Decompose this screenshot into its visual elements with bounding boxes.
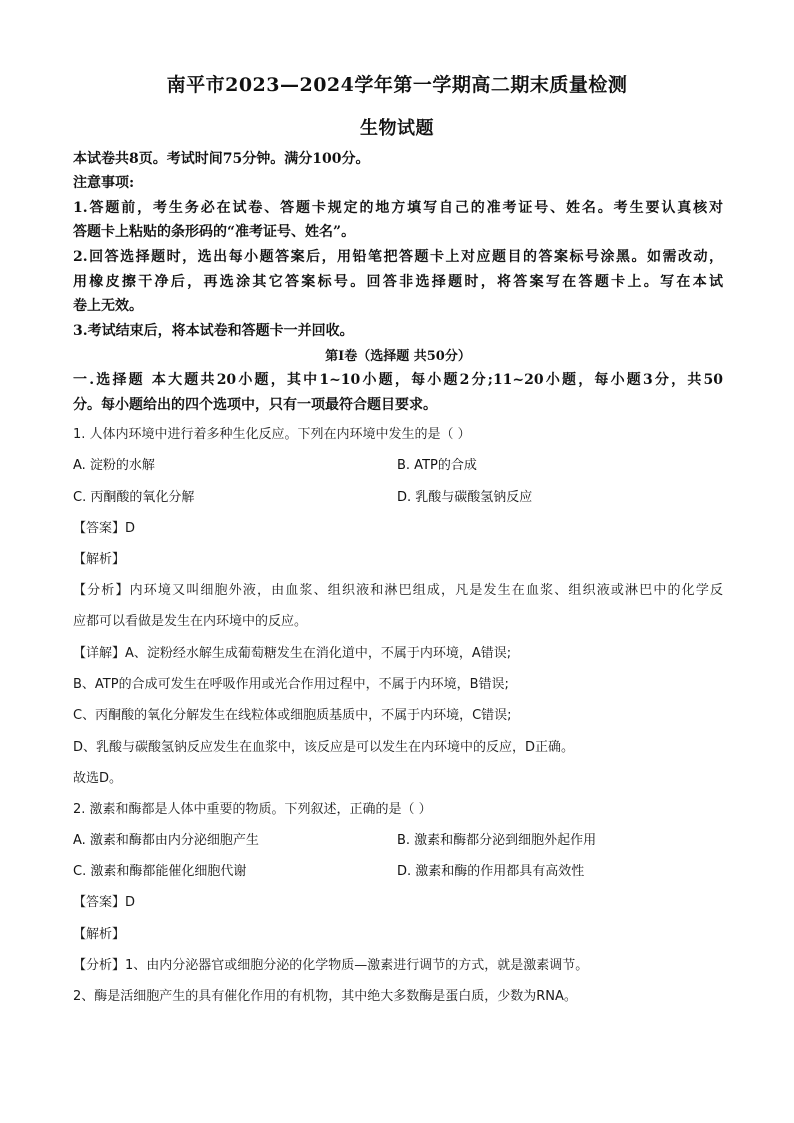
section-desc-line-2: 分。每小题给出的四个选项中，只有一项最符合题目要求。 — [73, 397, 437, 413]
exam-subject: 生物试题 — [360, 118, 434, 139]
exam-meta: 本试卷共8页。考试时间75分钟。满分100分。 — [73, 151, 370, 167]
question-2-analysis-line-1: 【分析】1、由内分泌器官或细胞分泌的化学物质—激素进行调节的方式，就是激素调节。 — [73, 958, 589, 973]
question-2-answer: 【答案】D — [73, 895, 136, 910]
question-1-analysis-line-2: 应都可以看做是发生在内环境中的反应。 — [73, 614, 308, 629]
question-1-option-c: C. 丙酮酸的氧化分解 — [73, 490, 195, 505]
question-2-option-a: A. 激素和酶都由内分泌细胞产生 — [73, 833, 259, 848]
question-2-option-c: C. 激素和酶都能催化细胞代谢 — [73, 864, 247, 879]
question-2-option-d: D. 激素和酶的作用都具有高效性 — [397, 864, 585, 879]
question-1-detail-line-2: B、ATP的合成可发生在呼吸作用或光合作用过程中，不属于内环境，B错误; — [73, 677, 509, 692]
notice-2-line-1: 2.回答选择题时，选出每小题答案后，用铅笔把答题卡上对应题目的答案标号涂黑。如需改动， — [73, 249, 723, 265]
question-1-option-d: D. 乳酸与碳酸氢钠反应 — [397, 490, 533, 505]
notice-2-line-2: 用橡皮擦干净后，再选涂其它答案标号。回答非选择题时，将答案写在答题卡上。写在本试 — [73, 274, 723, 290]
notice-1-line-1: 1.答题前，考生务必在试卷、答题卡规定的地方填写自己的准考证号、姓名。考生要认真核对 — [73, 200, 723, 216]
question-1-detail-line-1: 【详解】A、淀粉经水解生成葡萄糖发生在消化道中，不属于内环境，A错误; — [73, 646, 512, 661]
notice-3: 3.考试结束后，将本试卷和答题卡一并回收。 — [73, 323, 354, 339]
notice-title: 注意事项: — [73, 175, 135, 191]
section-title: 第I卷（选择题 共50分） — [325, 349, 471, 364]
question-1-answer: 【答案】D — [73, 521, 136, 536]
notice-1-line-2: 答题卡上粘贴的条形码的“准考证号、姓名”。 — [73, 224, 356, 240]
question-1-option-b: B. ATP的合成 — [397, 458, 477, 473]
notice-2-line-3: 卷上无效。 — [73, 298, 143, 314]
question-2-stem: 2. 激素和酶都是人体中重要的物质。下列叙述，正确的是（ ） — [73, 802, 432, 817]
question-2-analysis-line-2: 2、酶是活细胞产生的具有催化作用的有机物，其中绝大多数酶是蛋白质，少数为RNA。 — [73, 989, 577, 1004]
question-2-option-b: B. 激素和酶都分泌到细胞外起作用 — [397, 833, 597, 848]
question-1-conclusion: 故选D。 — [73, 771, 123, 786]
question-2-analysis-tag: 【解析】 — [73, 927, 126, 942]
exam-title: 南平市2023—2024学年第一学期高二期末质量检测 — [166, 74, 628, 96]
question-1-analysis-tag: 【解析】 — [73, 552, 126, 567]
question-1-analysis-line-1: 【分析】内环境又叫细胞外液，由血浆、组织液和淋巴组成，凡是发生在血浆、组织液或淋巴中的化学反 — [73, 583, 723, 598]
section-desc-line-1: 一.选择题 本大题共20小题，其中1~10小题，每小题2分;11~20小题，每小题3分，共50 — [73, 372, 723, 388]
question-1-detail-line-3: C、丙酮酸的氧化分解发生在线粒体或细胞质基质中，不属于内环境，C错误; — [73, 708, 512, 723]
question-1-stem: 1. 人体内环境中进行着多种生化反应。下列在内环境中发生的是（ ） — [73, 427, 471, 442]
question-1-detail-line-4: D、乳酸与碳酸氢钠反应发生在血浆中，该反应是可以发生在内环境中的反应，D正确。 — [73, 740, 575, 755]
question-1-option-a: A. 淀粉的水解 — [73, 458, 155, 473]
